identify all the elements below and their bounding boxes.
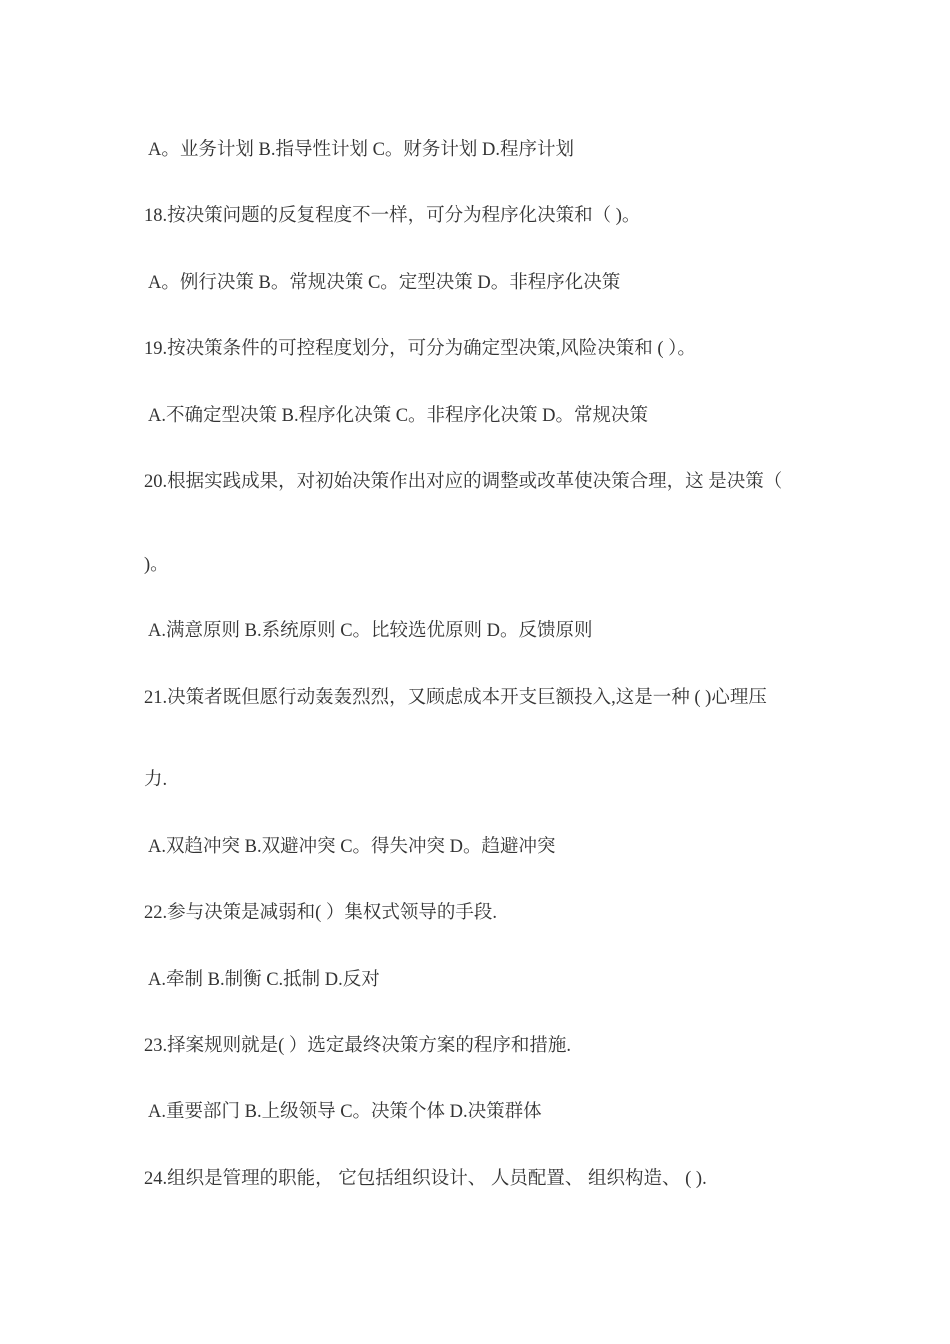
options-line-22: A.牵制 B.制衡 C.抵制 D.反对 <box>148 970 380 990</box>
options-line-21: A.双趋冲突 B.双避冲突 C。得失冲突 D。趋避冲突 <box>148 837 556 857</box>
options-line-19: A.不确定型决策 B.程序化决策 C。非程序化决策 D。常规决策 <box>148 406 649 426</box>
options-line-20: A.满意原则 B.系统原则 C。比较选优原则 D。反馈原则 <box>148 621 593 641</box>
options-line-18: A。例行决策 B。常规决策 C。定型决策 D。非程序化决策 <box>148 273 621 293</box>
question-24: 24.组织是管理的职能， 它包括组织设计、 人员配置、 组织构造、 ( ). <box>144 1169 707 1189</box>
question-20-continued: )。 <box>144 555 169 575</box>
question-20: 20.根据实践成果，对初始决策作出对应的调整或改革使决策合理，这 是决策（ <box>144 472 783 492</box>
options-line-23: A.重要部门 B.上级领导 C。决策个体 D.决策群体 <box>148 1102 542 1122</box>
question-21-continued: 力. <box>144 770 168 790</box>
options-line-17: A。业务计划 B.指导性计划 C。财务计划 D.程序计划 <box>148 140 575 160</box>
question-21: 21.决策者既但愿行动轰轰烈烈，又顾虑成本开支巨额投入,这是一种 ( )心理压 <box>144 688 767 708</box>
question-19: 19.按决策条件的可控程度划分，可分为确定型决策,风险决策和 ( ）。 <box>144 339 696 359</box>
question-18: 18.按决策问题的反复程度不一样，可分为程序化决策和（ )。 <box>144 206 641 226</box>
question-22: 22.参与决策是减弱和( ）集权式领导的手段. <box>144 903 498 923</box>
question-23: 23.择案规则就是( ）选定最终决策方案的程序和措施. <box>144 1036 572 1056</box>
